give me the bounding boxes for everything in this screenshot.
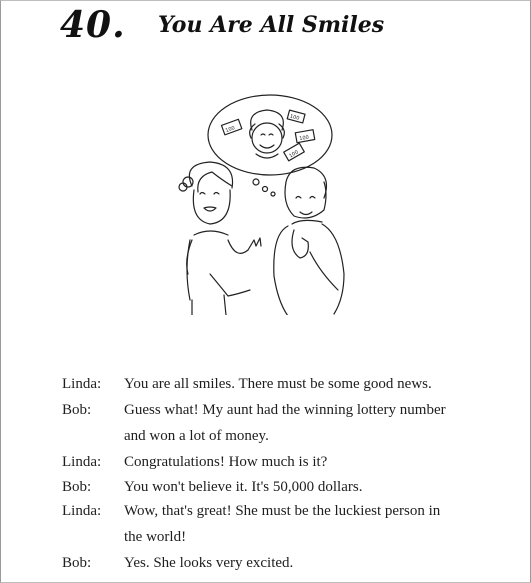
dialogue-line: Yes. She looks very excited. [124, 555, 294, 571]
money-note-value: 100 [288, 149, 300, 160]
dialogue-line: You won't believe it. It's 50,000 dollars. [124, 479, 363, 495]
dialogue-line: Wow, that's great! She must be the luckiest person in [124, 503, 441, 519]
speaker-label: Bob: [62, 479, 92, 495]
lesson-title: You Are All Smiles [158, 12, 385, 38]
speaker-label: Linda: [62, 376, 102, 392]
money-note-value: 100 [298, 134, 310, 143]
dialogue-line: You are all smiles. There must be some good news. [124, 376, 432, 392]
speaker-label: Linda: [62, 454, 102, 470]
money-note-value: 100 [289, 113, 300, 122]
speaker-label: Bob: [62, 555, 92, 571]
speaker-label: Bob: [62, 402, 92, 418]
dialogue-line: the world! [124, 529, 187, 545]
dialogue-line: Congratulations! How much is it? [124, 454, 328, 470]
dialogue-line: Guess what! My aunt had the winning lottery number [124, 402, 446, 418]
money-note-value: 100 [224, 125, 236, 135]
dialogue-line: and won a lot of money. [124, 428, 269, 444]
speaker-label: Linda: [62, 503, 102, 519]
lesson-number: 40. [60, 4, 126, 46]
